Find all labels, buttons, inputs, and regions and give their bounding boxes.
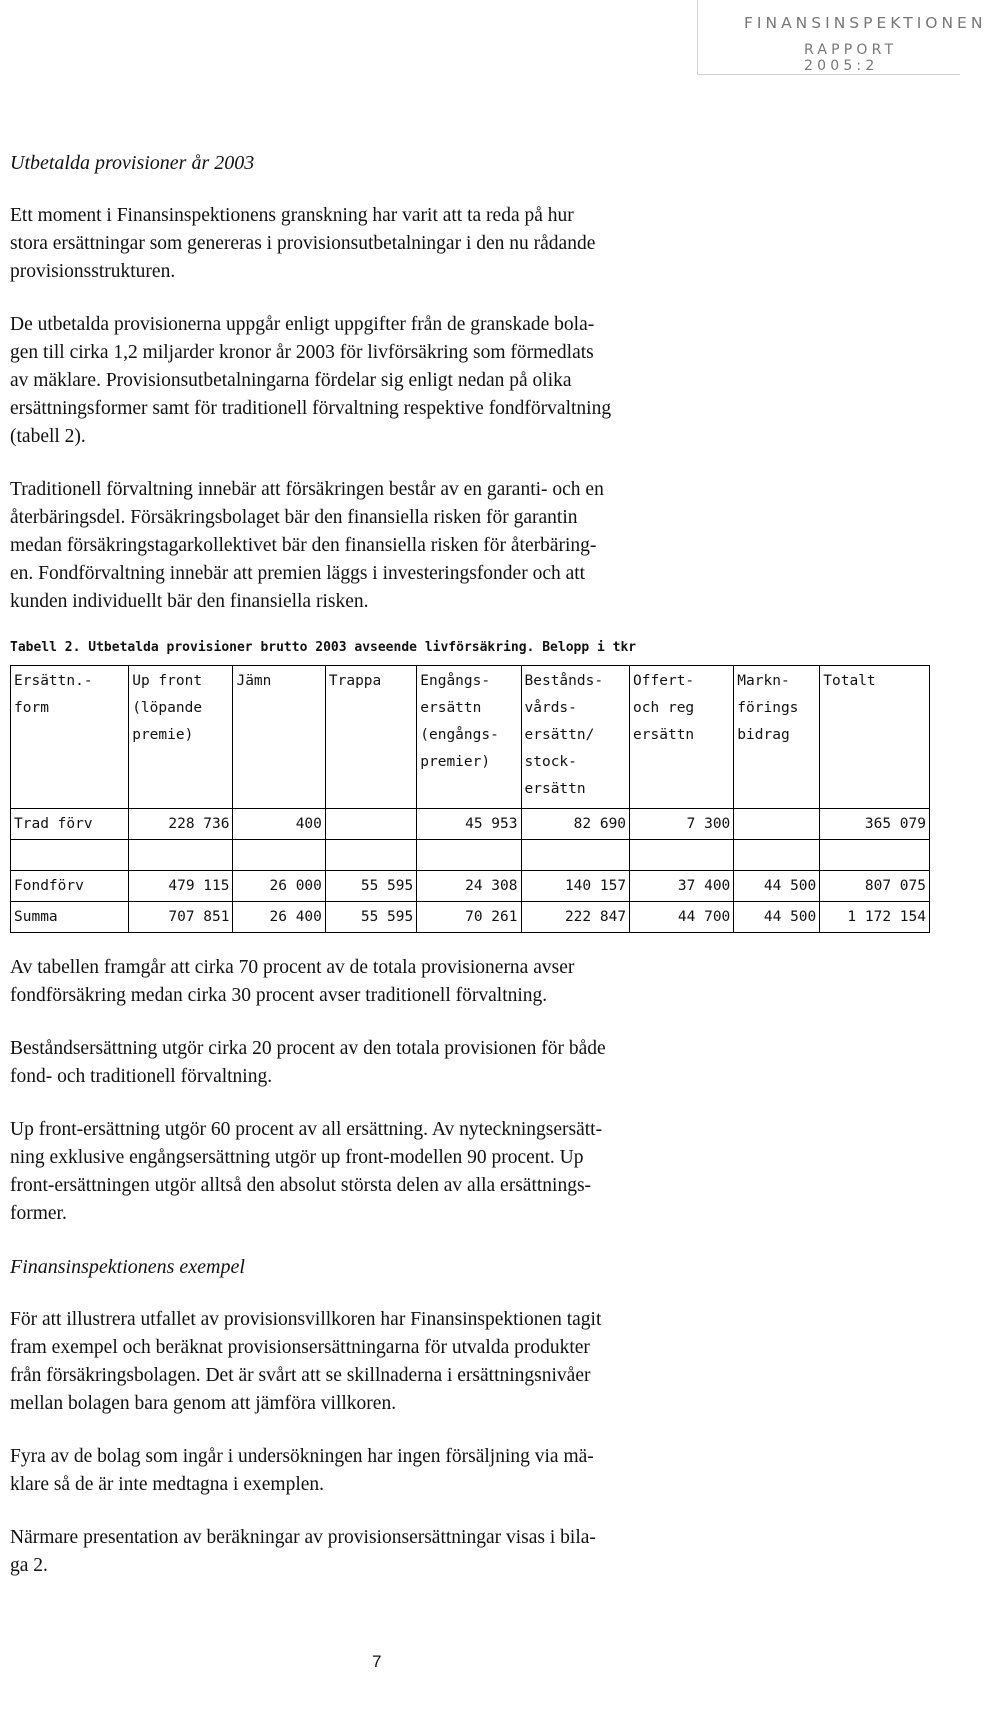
paragraph-intro: Ett moment i Finansinspektionens granskning har varit att ta reda på hur stora ersättningar som genereras i provisionsutbetalningar i den nu rådande provisionsstrukturen.	[10, 205, 596, 282]
paragraph-appendix: Närmare presentation av beräkningar av provisionsersättningar visas i bila- ga 2.	[10, 1527, 596, 1576]
table-cell	[734, 809, 820, 840]
page-number: 7	[372, 1652, 382, 1671]
column-header: Bestånds- vårds- ersättn/ stock- ersättn	[521, 666, 630, 809]
paragraph-examples: För att illustrera utfallet av provisionsvillkoren har Finansinspektionen tagit fram exempel och beräknat provisionsersättningarna för utvalda produkter från försäkringsbolagen. Det är svårt att se skillnaderna i ersättningsnivåer mellan bolagen bara genom att jämföra villkoren.	[10, 1309, 602, 1414]
table-cell: 365 079	[820, 809, 930, 840]
table-cell: 400	[233, 809, 325, 840]
document-body	[10, 149, 930, 1605]
table-cell: 24 308	[417, 871, 521, 902]
table-cell: 55 595	[325, 871, 416, 902]
table-cell: 228 736	[129, 809, 233, 840]
section-heading-examples: Finansinspektionens exempel	[10, 1256, 245, 1278]
table-cell: 55 595	[325, 902, 416, 933]
column-header: Markn- förings bidrag	[734, 666, 820, 809]
table-cell: 222 847	[521, 902, 630, 933]
section-heading-payouts: Utbetalda provisioner år 2003	[10, 152, 255, 174]
paragraph-share: Av tabellen framgår att cirka 70 procent av de totala provisionerna avser fondförsäkring medan cirka 30 procent avser traditionell förvaltning.	[10, 957, 575, 1006]
table-cell: 82 690	[521, 809, 630, 840]
table-cell: 26 400	[233, 902, 325, 933]
row-label: Fondförv	[11, 871, 129, 902]
paragraph-upfront: Up front-ersättning utgör 60 procent av all ersättning. Av nyteckningsersätt- ning exklusive engångsersättning utgör up front-modellen 90 procent. Up front-ersättningen utgör alltså den absolut största delen av alla ersättnings- former.	[10, 1119, 603, 1224]
table-cell: 44 500	[734, 871, 820, 902]
column-header: Ersättn.- form	[11, 666, 129, 809]
paragraph-totals: De utbetalda provisionerna uppgår enligt uppgifter från de granskade bola- gen till cirka 1,2 miljarder kronor år 2003 för livförsäkring som förmedlats av mäklare. Provisionsutbetalningarna fördelar sig enligt nedan på olika ersättningsformer samt för traditionell förvaltning respektive fondförvaltning (tabell 2).	[10, 314, 612, 447]
table-cell: 44 700	[630, 902, 734, 933]
row-label: Trad förv	[11, 809, 129, 840]
table-cell: 707 851	[129, 902, 233, 933]
table-cell: 140 157	[521, 871, 630, 902]
column-header: Up front (löpande premie)	[129, 666, 233, 809]
commission-table	[10, 665, 930, 933]
table-cell: 45 953	[417, 809, 521, 840]
table-cell: 7 300	[630, 809, 734, 840]
header-report: RAPPORT 2005:2	[804, 42, 898, 74]
table-cell: 44 500	[734, 902, 820, 933]
table-cell: 479 115	[129, 871, 233, 902]
table-cell: 70 261	[417, 902, 521, 933]
table-cell: 26 000	[233, 871, 325, 902]
table-caption: Tabell 2. Utbetalda provisioner brutto 2003 avseende livförsäkring. Belopp i tkr	[10, 640, 637, 655]
paragraph-excluded: Fyra av de bolag som ingår i undersökningen har ingen försäljning via mä- klare så de är inte medtagna i exemplen.	[10, 1446, 594, 1495]
column-header: Jämn	[233, 666, 325, 809]
column-header: Offert- och reg ersättn	[630, 666, 734, 809]
paragraph-traditional: Traditionell förvaltning innebär att försäkringen består av en garanti- och en återbäringsdel. Försäkringsbolaget bär den finansiella risken för garantin medan försäkringstagarkollektivet bär den finansiella risken för återbäring- en. Fondförvaltning innebär att premien läggs i investeringsfonder och att kunden individuellt bär den finansiella risken.	[10, 479, 604, 612]
table-row-total	[11, 902, 930, 933]
table-cell: 37 400	[630, 871, 734, 902]
table-row	[11, 809, 930, 840]
report-header	[697, 0, 986, 75]
table-row	[11, 871, 930, 902]
row-label: Summa	[11, 902, 129, 933]
column-header: Totalt	[820, 666, 930, 809]
paragraph-stock: Beståndsersättning utgör cirka 20 procent av den totala provisionen för både fond- och traditionell förvaltning.	[10, 1038, 606, 1087]
table-cell	[325, 809, 416, 840]
header-org: FINANSINSPEKTIONEN	[744, 14, 986, 32]
table-header-row	[11, 666, 930, 809]
table-cell: 1 172 154	[820, 902, 930, 933]
table-cell: 807 075	[820, 871, 930, 902]
table-spacer-row	[11, 840, 930, 871]
column-header: Trappa	[325, 666, 416, 809]
column-header: Engångs- ersättn (engångs- premier)	[417, 666, 521, 809]
